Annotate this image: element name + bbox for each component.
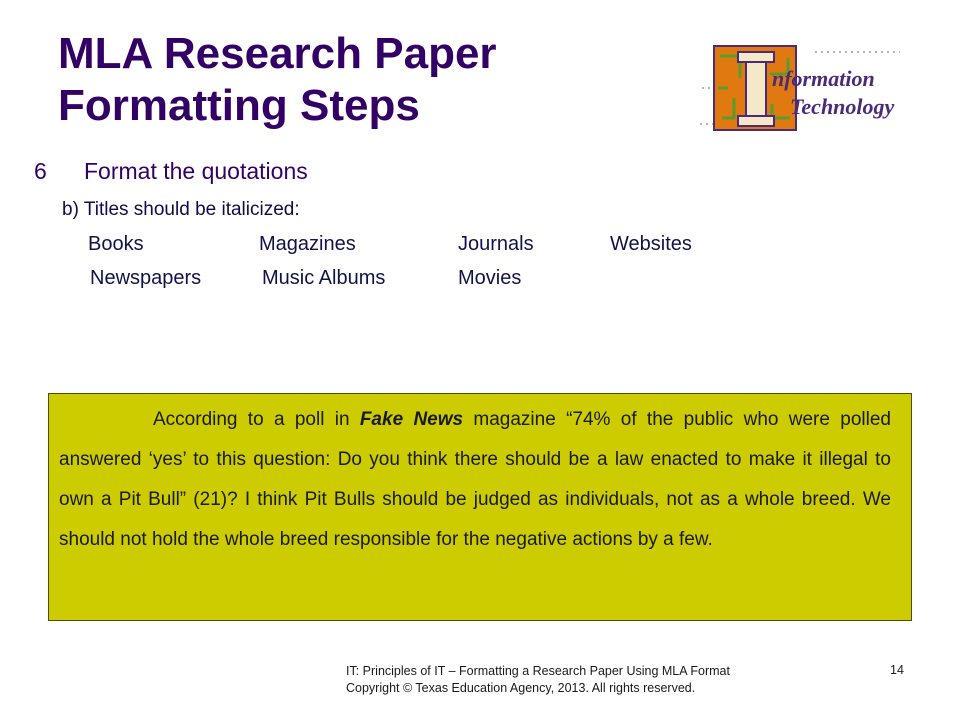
footer-copyright: Copyright © Texas Education Agency, 2013. All rights reserved. bbox=[346, 681, 696, 695]
category-newspapers: Newspapers bbox=[90, 267, 202, 289]
quotation-example-box bbox=[48, 393, 912, 621]
category-books: Books bbox=[88, 233, 144, 255]
substep-text: b) Titles should be italicized: bbox=[62, 199, 300, 220]
step-text: Format the quotations bbox=[84, 158, 308, 184]
category-websites: Websites bbox=[610, 233, 692, 255]
quotation-paragraph bbox=[59, 400, 891, 560]
slide-footer bbox=[346, 663, 730, 697]
quote-text-after: magazine “74% of the public who were polled answered ‘yes’ to this question: Do you think there should be a law enacted to make it illegal to own a Pit Bull” (21)? I think Pit Bulls should be judged as individuals, not as a whole breed. We should not hold the whole breed responsible for the negative actions by a few. bbox=[59, 409, 891, 550]
category-music-albums: Music Albums bbox=[262, 267, 386, 289]
step-heading bbox=[34, 158, 308, 185]
footer-course-line: IT: Principles of IT – Formatting a Research Paper Using MLA Format bbox=[346, 664, 730, 678]
category-journals: Journals bbox=[458, 233, 534, 255]
title-line-2: Formatting Steps bbox=[58, 81, 420, 130]
logo-word-technology: Technology bbox=[790, 94, 895, 119]
slide-title bbox=[58, 28, 658, 132]
step-number: 6 bbox=[34, 158, 47, 184]
page-number: 14 bbox=[890, 663, 904, 677]
information-technology-logo bbox=[700, 38, 910, 138]
quote-magazine-title: Fake News bbox=[359, 409, 464, 430]
quote-text-before: According to a poll in bbox=[153, 409, 360, 430]
logo-word-information: nformation bbox=[772, 66, 875, 91]
category-movies: Movies bbox=[458, 267, 522, 289]
title-line-1: MLA Research Paper bbox=[58, 29, 497, 78]
category-magazines: Magazines bbox=[259, 233, 356, 255]
